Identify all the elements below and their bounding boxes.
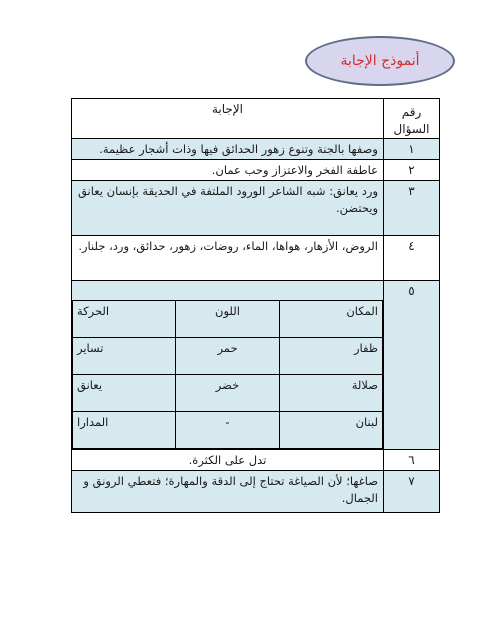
motion-header: الحركة xyxy=(73,301,176,338)
inner-row xyxy=(73,338,383,375)
place-header: المكان xyxy=(279,301,382,338)
place-cell: لبنان xyxy=(279,412,382,449)
table-row xyxy=(72,450,440,471)
color-cell: - xyxy=(176,412,279,449)
question-number: ٧ xyxy=(384,471,440,513)
motion-cell: تساير xyxy=(73,338,176,375)
page-title: أنموذج الإجابة xyxy=(340,53,420,69)
color-header: اللون xyxy=(176,301,279,338)
color-cell: حمر xyxy=(176,338,279,375)
question-number: ٣ xyxy=(384,181,440,236)
classification-table xyxy=(72,300,383,449)
motion-cell: المدارا xyxy=(73,412,176,449)
answer-header: الإجابة xyxy=(72,99,384,139)
question-number-header-text: رقم السؤال xyxy=(393,105,430,136)
place-cell: صلالة xyxy=(279,375,382,412)
answer-model-badge xyxy=(305,36,455,86)
question-number: ٢ xyxy=(384,160,440,181)
answer-cell: عاطفة الفخر والاعتزاز وحب عمان. xyxy=(72,160,384,181)
question-number-header xyxy=(384,99,440,139)
question-number: ٥ xyxy=(384,281,440,450)
place-cell: ظفار xyxy=(279,338,382,375)
question-number: ١ xyxy=(384,139,440,160)
table-header-row xyxy=(72,99,440,139)
table-row xyxy=(72,281,440,450)
table-row xyxy=(72,139,440,160)
answer-cell: تدل على الكثرة. xyxy=(72,450,384,471)
color-cell: خضر xyxy=(176,375,279,412)
inner-row xyxy=(73,412,383,449)
inner-header-row xyxy=(73,301,383,338)
table-row xyxy=(72,160,440,181)
answer-cell: صاغها؛ لأن الصياغة تحتاج إلى الدقة والمهارة؛ فتعطي الرونق و الجمال. xyxy=(72,471,384,513)
spacer xyxy=(72,281,383,300)
answer-cell: ورد يعانق: شبه الشاعر الورود الملتفة في الحديقة بإنسان يعانق ويحتضن. xyxy=(72,181,384,236)
answer-table xyxy=(71,98,440,513)
question-number: ٦ xyxy=(384,450,440,471)
table-row xyxy=(72,471,440,513)
classification-cell xyxy=(72,281,384,450)
table-row xyxy=(72,181,440,236)
inner-row xyxy=(73,375,383,412)
motion-cell: يعانق xyxy=(73,375,176,412)
answer-cell: وصفها بالجنة وتنوع زهور الحدائق فيها وذات أشجار عظيمة. xyxy=(72,139,384,160)
answer-cell: الروض، الأزهار، هواها، الماء، روضات، زهور، حدائق، ورد، جلنار. xyxy=(72,236,384,281)
table-row xyxy=(72,236,440,281)
question-number: ٤ xyxy=(384,236,440,281)
